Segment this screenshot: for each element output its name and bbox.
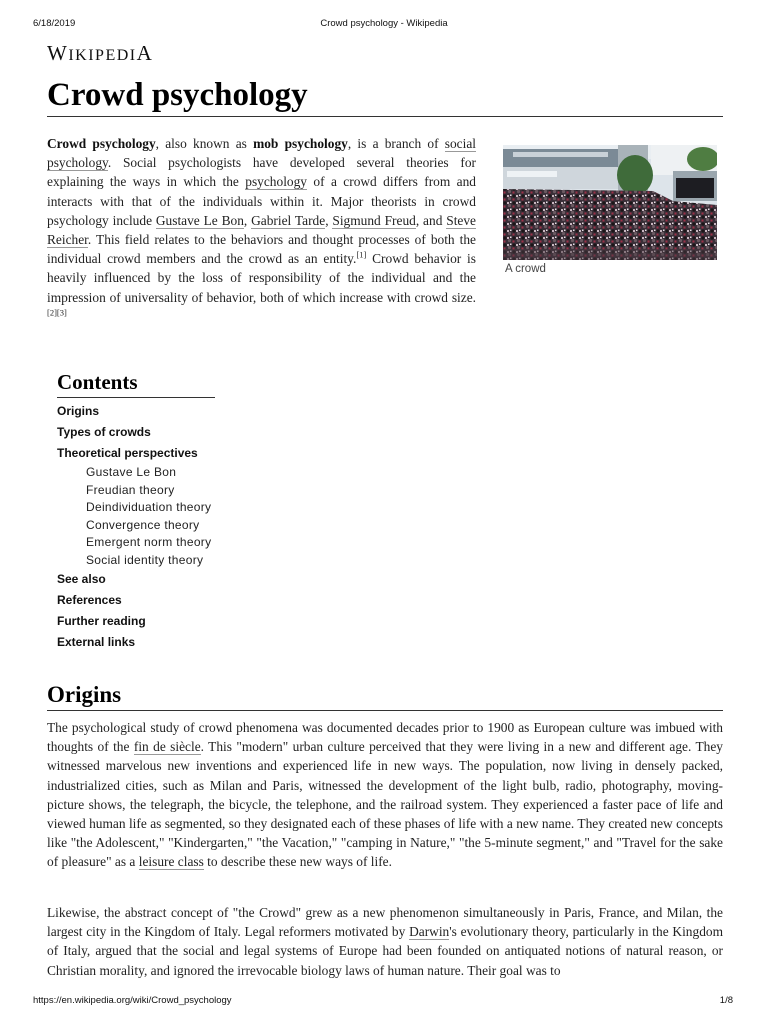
bold-term: Crowd psychology <box>47 136 156 151</box>
toc-item-theoretical-perspectives[interactable] <box>57 443 215 569</box>
toc-subitem-deindividuation-theory[interactable]: Deindividuation theory <box>86 500 212 514</box>
toc-item-origins[interactable]: Origins <box>57 404 100 418</box>
link-gabriel-tarde[interactable]: Gabriel Tarde <box>251 212 326 228</box>
toc-item-types-of-crowds[interactable]: Types of crowds <box>57 425 151 439</box>
toc-item-see-also[interactable]: See also <box>57 572 106 586</box>
table-of-contents <box>57 369 215 653</box>
print-date: 6/18/2019 <box>33 18 76 29</box>
link-darwin[interactable]: Darwin <box>409 924 450 940</box>
crowd-photo[interactable] <box>503 145 717 260</box>
lead-paragraph: Crowd psychology, also known as mob psychology, is a branch of social psychology. Social psychologists have developed several theories for explaining the ways in which the psychology of a crowd differs from and interacts with that of the individuals within it. Major theorists in crowd psychology include Gustave Le Bon, Gabriel Tarde, Sigmund Freud, and Steve Reicher. This field relates to the behaviors and thought processes of both the individual crowd members and the crowd as an entity.[1] Crowd behavior is heavily influenced by the loss of responsibility of the individual and the impression of universality of behavior, both of which increase with crowd size.[2][3] <box>47 136 476 318</box>
link-fin-de-siecle[interactable]: fin de siècle <box>133 739 201 755</box>
page-url: https://en.wikipedia.org/wiki/Crowd_psychology <box>33 995 232 1006</box>
page-title: Crowd psychology <box>47 76 723 117</box>
origins-paragraph-1: The psychological study of crowd phenomena was documented decades prior to 1900 as European culture was imbued with thoughts of the fin de siècle. This "modern" urban culture perceived that they were living in a new and different age. They witnessed marvelous new inventions and experienced life in new ways. The population, now living in densely packed, industrialized cities, such as Milan and Paris, witnessed the development of the light bulb, radio, photography, moving-picture shows, the telegraph, the bicycle, the telephone, and the railroad system. They experienced a faster pace of life and viewed human life as segmented, so they designated each of these phases of life with a new name. They created new concepts like "the Adolescent," "Kindergarten," "the Vacation," "camping in Nature," "the 5-minute segment," and "Travel for the sake of pleasure" as a leisure class to describe these new ways of life. <box>47 720 723 870</box>
link-steve-reicher[interactable]: Steve Reicher <box>47 212 476 248</box>
citation-1[interactable]: [1] <box>356 249 367 260</box>
toc-item-label: Theoretical perspectives <box>57 446 198 460</box>
toc-heading: Contents <box>57 369 215 398</box>
page-number: 1/8 <box>719 995 733 1006</box>
toc-item-further-reading[interactable]: Further reading <box>57 614 146 628</box>
bold-term: mob psychology <box>253 136 348 151</box>
toc-subitem-emergent-norm-theory[interactable]: Emergent norm theory <box>86 535 212 549</box>
link-gustave-le-bon[interactable]: Gustave Le Bon <box>155 212 244 228</box>
wikipedia-logo[interactable]: WIKIPEDIA <box>47 41 154 65</box>
link-social-psychology[interactable]: social psychology <box>47 136 476 171</box>
link-leisure-class[interactable]: leisure class <box>138 854 204 870</box>
toc-item-external-links[interactable]: External links <box>57 635 136 649</box>
link-psychology[interactable]: psychology <box>245 174 308 190</box>
toc-subitem-freudian-theory[interactable]: Freudian theory <box>86 482 175 497</box>
citation-3[interactable]: [3] <box>56 307 67 318</box>
link-sigmund-freud[interactable]: Sigmund Freud <box>332 212 416 228</box>
toc-subitem-social-identity-theory[interactable]: Social identity theory <box>86 552 204 567</box>
toc-item-references[interactable]: References <box>57 593 122 607</box>
image-caption: A crowd <box>505 263 546 275</box>
toc-subitem-gustave-le-bon[interactable]: Gustave Le Bon <box>86 465 177 479</box>
print-title: Crowd psychology - Wikipedia <box>320 18 448 29</box>
citation-2[interactable]: [2] <box>47 307 57 318</box>
section-heading-origins: Origins <box>47 681 723 711</box>
origins-paragraph-2: Likewise, the abstract concept of "the Crowd" grew as a new phenomenon simultaneously in Paris, France, and Milan, the largest city in the Kingdom of Italy. Legal reformers motivated by Darwin's evolutionary theory, particularly in the Kingdom of Italy, argued that the social and legal systems of Europe had been founded on antiquated notions of natural reason, or Christian morality, and ignored the irrevocable biology laws of human nature. Their goal was to <box>47 905 723 978</box>
toc-subitem-convergence-theory[interactable]: Convergence theory <box>86 517 200 532</box>
